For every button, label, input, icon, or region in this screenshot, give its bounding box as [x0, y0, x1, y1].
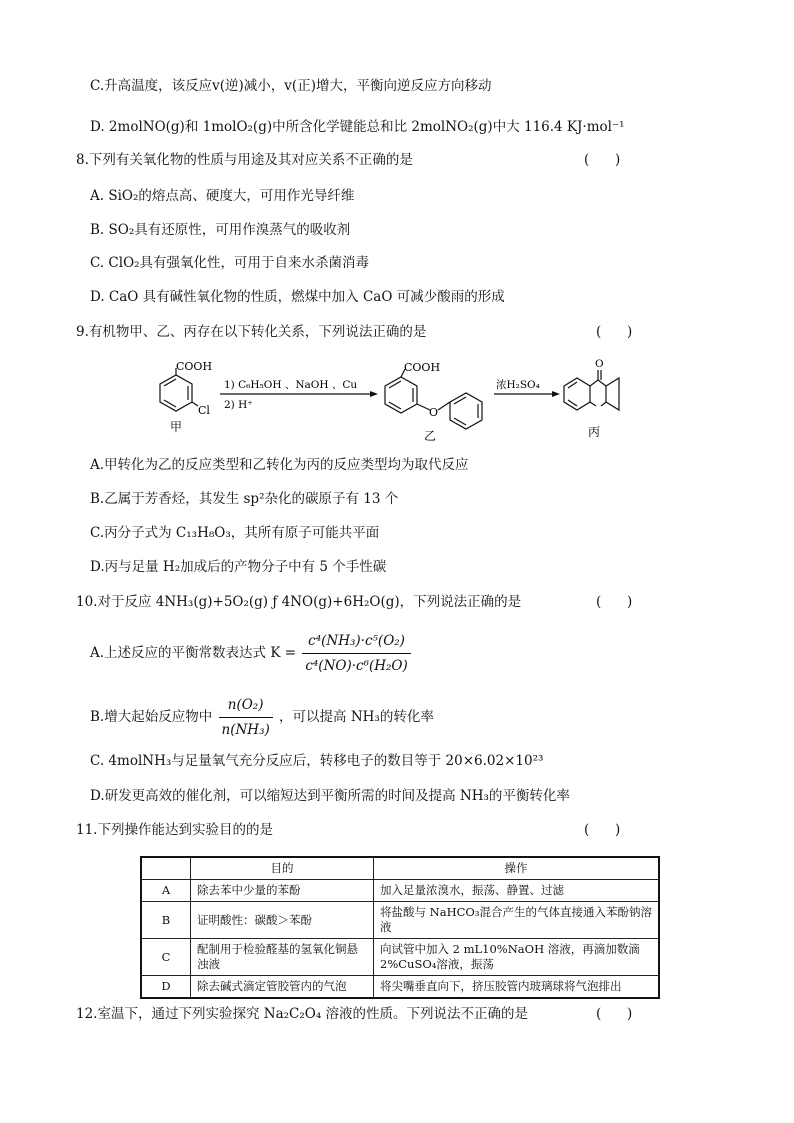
q7-option-c: C.升高温度，该反应v(逆)减小，v(正)增大，平衡向逆反应方向移动	[90, 78, 492, 94]
q10-option-a	[90, 630, 413, 677]
reaction-arrow-1-head	[370, 391, 378, 397]
row-operation: 加入足量浓溴水，振荡、静置、过滤	[374, 880, 660, 902]
jia-cl-label: Cl	[198, 404, 210, 417]
q10-option-a-numerator: c⁴(NH₃)·c⁵(O₂)	[302, 630, 410, 654]
q9-option-d: D.丙与足量 H₂加成后的产物分子中有 5 个手性碳	[90, 559, 387, 575]
yi-label: 乙	[424, 429, 437, 443]
compound-jia-structure	[160, 368, 198, 411]
compound-bing-structure	[564, 370, 619, 410]
table-row	[141, 976, 659, 999]
row-goal: 除去碱式滴定管胶管内的气泡	[191, 976, 374, 999]
q10-stem: 10.对于反应 4NH₃(g)+5O₂(g) ƒ 4NO(g)+6H₂O(g)，下列说法正确的是	[76, 594, 522, 610]
q10-option-b-numerator: n(O₂)	[219, 694, 273, 718]
yi-ether-o-label: O	[429, 406, 439, 419]
arrow-1-condition-1: 1) C₆H₅OH 、NaOH 、Cu	[224, 379, 358, 391]
table-header-key	[141, 857, 191, 880]
q9-option-c: C.丙分子式为 C₁₃H₈O₃，其所有原子可能共平面	[90, 525, 380, 541]
q12-answer-paren: ( )	[596, 1006, 633, 1022]
row-operation: 向试管中加入 2 mL10%NaOH 溶液，再滴加数滴 2%CuSO₄溶液，振荡	[374, 939, 660, 976]
q8-option-a: A. SiO₂的熔点高、硬度大，可用作光导纤维	[90, 188, 355, 204]
q9-answer-paren: ( )	[596, 324, 633, 340]
row-goal: 除去苯中少量的苯酚	[191, 880, 374, 902]
arrow-2-condition: 浓H₂SO₄	[496, 379, 540, 391]
reaction-arrow-2-head	[552, 391, 560, 397]
q10-option-c: C. 4molNH₃与足量氧气充分反应后，转移电子的数目等于 20×6.02×10²³	[90, 753, 544, 769]
q9-option-a: A.甲转化为乙的反应类型和乙转化为丙的反应类型均为取代反应	[90, 457, 469, 473]
q10-option-a-denominator: c⁴(NO)·c⁶(H₂O)	[305, 658, 408, 674]
q9-option-b: B.乙属于芳香烃，其发生 sp²杂化的碳原子有 13 个	[90, 491, 399, 507]
q10-option-b-suffix: ，可以提高 NH₃的转化率	[279, 709, 434, 725]
q8-answer-paren: ( )	[584, 152, 621, 168]
q8-option-b: B. SO₂具有还原性，可用作溴蒸气的吸收剂	[90, 222, 351, 238]
table-row	[141, 880, 659, 902]
q10-answer-paren: ( )	[596, 594, 633, 610]
table-header-goal: 目的	[191, 857, 374, 880]
experiment-table	[140, 856, 660, 999]
row-key: C	[141, 939, 191, 976]
bing-carbonyl-o-label: O	[595, 358, 604, 370]
compound-yi-structure	[385, 369, 482, 429]
row-key: A	[141, 880, 191, 902]
reaction-scheme	[140, 356, 620, 446]
q7-option-d: D. 2molNO(g)和 1molO₂(g)中所含化学键能总和比 2molNO₂(g)中大 116.4 KJ·mol⁻¹	[90, 119, 625, 135]
q8-option-c: C. ClO₂具有强氧化性，可用于自来水杀菌消毒	[90, 255, 370, 271]
q10-option-b-prefix: B.增大起始反应物中	[90, 709, 213, 725]
table-header-operation: 操作	[374, 857, 660, 880]
q10-option-d: D.研发更高效的催化剂，可以缩短达到平衡所需的时间及提高 NH₃的平衡转化率	[90, 788, 570, 804]
q11-answer-paren: ( )	[584, 822, 621, 838]
row-goal: 配制用于检验醛基的氢氧化铜悬浊液	[191, 939, 374, 976]
q10-option-b-denominator: n(NH₃)	[221, 722, 270, 738]
table-row	[141, 902, 659, 939]
arrow-1-condition-2: 2) H⁺	[224, 399, 253, 411]
bing-label: 丙	[588, 425, 601, 439]
q10-option-b	[90, 694, 434, 741]
jia-cooh-label: COOH	[176, 360, 213, 373]
row-key: B	[141, 902, 191, 939]
q8-stem: 8.下列有关氧化物的性质与用途及其对应关系不正确的是	[76, 152, 413, 168]
q12-stem: 12.室温下，通过下列实验探究 Na₂C₂O₄ 溶液的性质。下列说法不正确的是	[76, 1006, 529, 1022]
row-goal: 证明酸性：碳酸＞苯酚	[191, 902, 374, 939]
jia-label: 甲	[170, 420, 183, 434]
q9-stem: 9.有机物甲、乙、丙存在以下转化关系，下列说法正确的是	[76, 324, 427, 340]
yi-cooh-label: COOH	[404, 361, 441, 374]
q8-option-d: D. CaO 具有碱性氧化物的性质，燃煤中加入 CaO 可减少酸雨的形成	[90, 289, 505, 305]
q11-stem: 11.下列操作能达到实验目的的是	[76, 822, 273, 838]
q10-option-b-fraction	[219, 694, 273, 741]
table-row	[141, 939, 659, 976]
table-header-row	[141, 857, 659, 880]
row-operation: 将盐酸与 NaHCO₃混合产生的气体直接通入苯酚钠溶液	[374, 902, 660, 939]
q10-option-a-prefix: A.上述反应的平衡常数表达式 K =	[90, 645, 297, 661]
row-operation: 将尖嘴垂直向下，挤压胶管内玻璃球将气泡排出	[374, 976, 660, 999]
q10-option-a-fraction	[302, 630, 410, 677]
row-key: D	[141, 976, 191, 999]
